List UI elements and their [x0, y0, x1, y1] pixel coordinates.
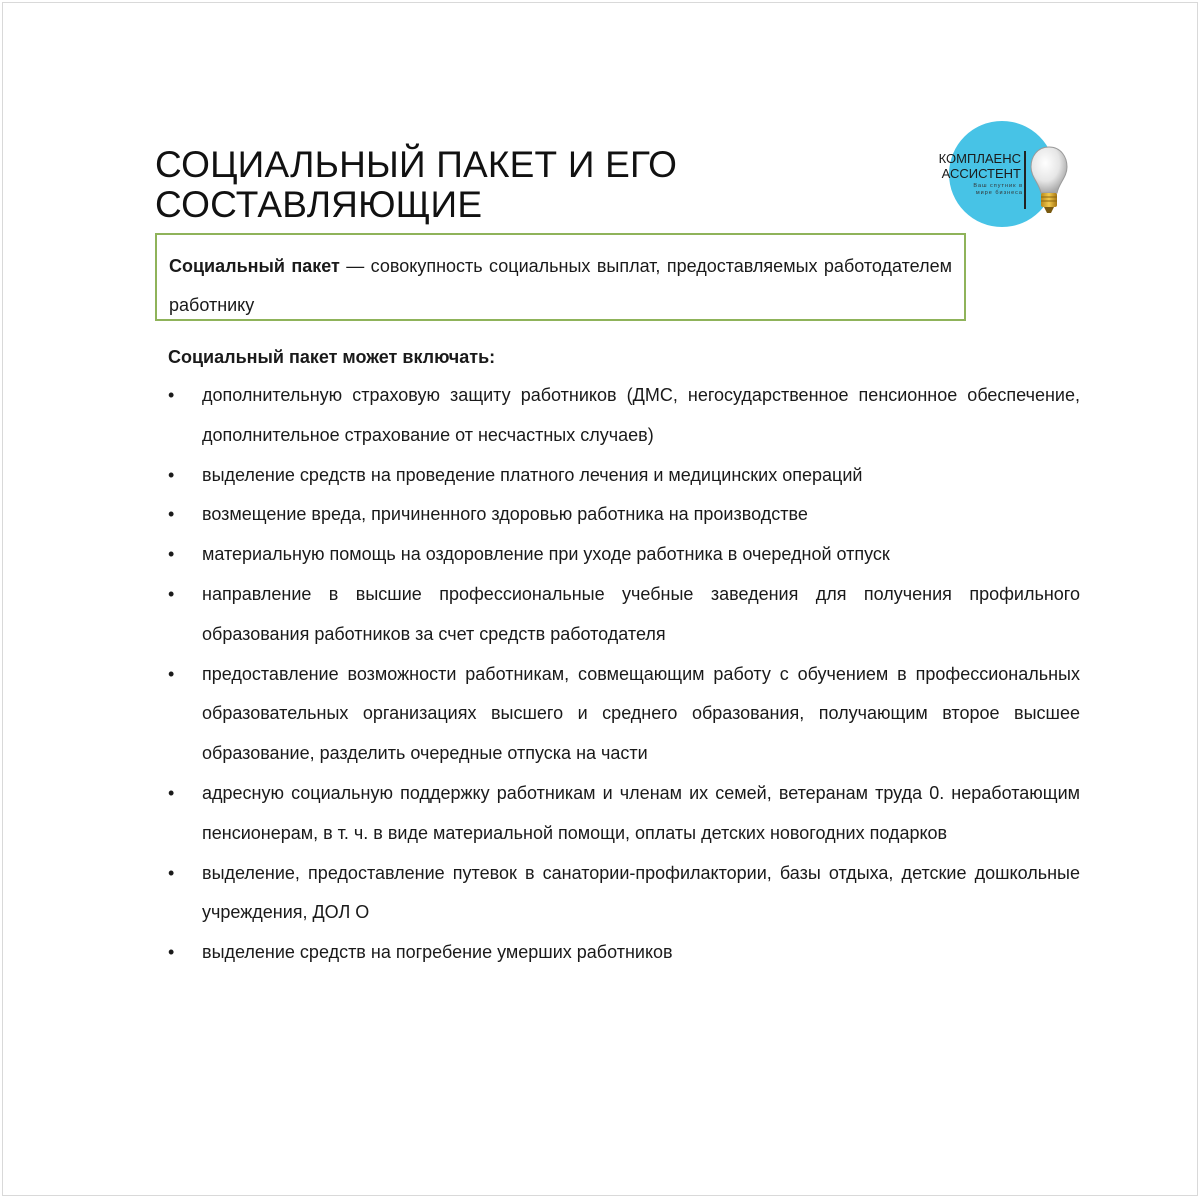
list-item [168, 933, 1080, 973]
list-item [168, 774, 1080, 854]
page-title [155, 145, 855, 225]
list-item-text: материальную помощь на оздоровление при уходе работника в очередной отпуск [202, 544, 890, 565]
list-title: Социальный пакет может включать: [168, 347, 496, 367]
bullet-icon: • [168, 942, 175, 963]
bullet-icon: • [168, 504, 175, 525]
list-item-text: дополнительную страховую защиту работников (ДМС, негосударственное пенсионное обеспечение, дополнительное страхование от несчастных случаев) [202, 385, 1080, 445]
list-item-text: направление в высшие профессиональные учебные заведения для получения профильного образования работников за счет средств работодателя [202, 583, 1080, 644]
list-item [168, 575, 1080, 655]
list-item-text: адресную социальную поддержку работникам и членам их семей, ветеранам труда 0. неработающим пенсионерам, в т. ч. в виде материальной помощи, оплаты детских новогодних подарков [202, 782, 1080, 843]
title-line-1: СОЦИАЛЬНЫЙ ПАКЕТ И ЕГО [155, 144, 678, 185]
logo-divider [1024, 151, 1026, 209]
list-item [168, 854, 1080, 934]
list-item [168, 495, 1080, 535]
logo-line-2: АССИСТЕНТ [941, 166, 1021, 181]
document-page [2, 2, 1198, 1196]
list-item-text: предоставление возможности работникам, совмещающим работу с обучением в профессиональных образовательных организациях высшего и среднего образования, получающим второе высшее образование, разделить очередные отпуска на части [202, 663, 1080, 764]
list-item [168, 655, 1080, 774]
list-item [168, 456, 1080, 496]
definition-term: Социальный пакет [169, 256, 340, 276]
list-item-text: выделение средств на погребение умерших работников [202, 942, 673, 963]
bullet-icon: • [168, 544, 175, 565]
logo-tagline: Ваш спутник в мире бизнеса [973, 183, 1023, 196]
definition-box [155, 233, 966, 321]
bullet-icon: • [168, 663, 175, 684]
bullet-icon: • [168, 782, 175, 803]
bullet-icon: • [168, 583, 175, 604]
list-item-text: выделение средств на проведение платного лечения и медицинских операций [202, 464, 863, 485]
lightbulb-icon [1029, 143, 1069, 225]
list-item-text: возмещение вреда, причиненного здоровью работника на производстве [202, 504, 808, 525]
bullet-icon: • [168, 385, 175, 405]
benefits-list [168, 376, 1080, 973]
company-logo [929, 121, 1069, 229]
list-item-text: выделение, предоставление путевок в санатории-профилактории, базы отдыха, детские дошкольные учреждения, ДОЛ О [202, 862, 1080, 923]
list-item [168, 535, 1080, 575]
bullet-icon: • [168, 862, 175, 883]
logo-text [929, 151, 1021, 181]
logo-line-1: КОМПЛАЕНС [938, 151, 1021, 166]
bullet-icon: • [168, 464, 175, 485]
title-line-2: СОСТАВЛЯЮЩИЕ [155, 184, 483, 225]
list-item [168, 376, 1080, 456]
definition-text: — совокупность социальных выплат, предоставляемых работодателем работнику [169, 256, 952, 315]
